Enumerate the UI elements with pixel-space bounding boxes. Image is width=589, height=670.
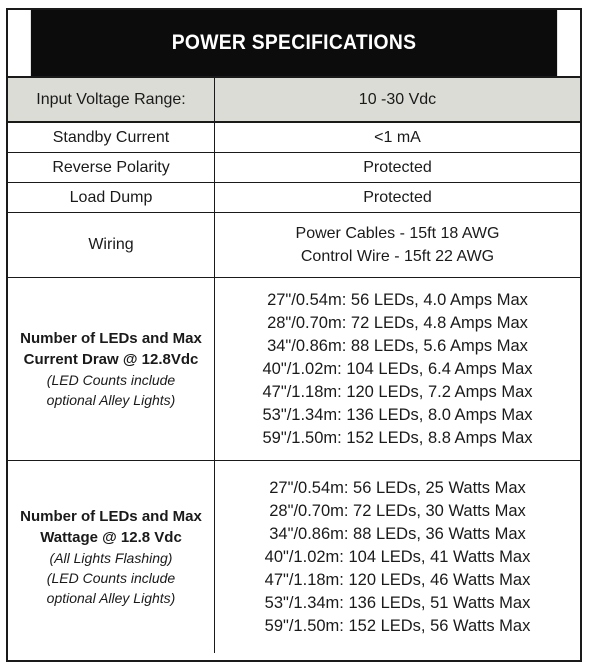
wattage-value-line: 59"/1.50m: 152 LEDs, 56 Watts Max: [264, 616, 531, 635]
table-row: [8, 122, 580, 153]
table-row: [8, 213, 580, 278]
current-value-line: 40"/1.02m: 104 LEDs, 6.4 Amps Max: [262, 359, 533, 378]
wattage-value-line: 28"/0.70m: 72 LEDs, 30 Watts Max: [269, 501, 526, 520]
spec-rows: [8, 76, 580, 653]
current-value-line: 27"/0.54m: 56 LEDs, 4.0 Amps Max: [267, 290, 528, 309]
current-draw-values: [215, 278, 581, 461]
current-value-line: 34"/0.86m: 88 LEDs, 5.6 Amps Max: [267, 336, 528, 355]
input-voltage-label: Input Voltage Range:: [8, 77, 215, 122]
wattage-label-note-line: (All Lights Flashing): [49, 550, 173, 566]
table-row: [8, 278, 580, 461]
wattage-value-line: 27"/0.54m: 56 LEDs, 25 Watts Max: [269, 478, 526, 497]
table-row: [8, 77, 580, 122]
wiring-line: Control Wire - 15ft 22 AWG: [300, 248, 495, 265]
load-dump-value: Protected: [215, 183, 581, 213]
current-draw-label: [8, 278, 215, 461]
table-row: [8, 183, 580, 213]
wattage-value-line: 34"/0.86m: 88 LEDs, 36 Watts Max: [269, 524, 526, 543]
standby-current-label: Standby Current: [8, 122, 215, 153]
power-specifications-table: [6, 8, 582, 662]
current-value-line: 47"/1.18m: 120 LEDs, 7.2 Amps Max: [262, 382, 533, 401]
wattage-label-bold-line: Number of LEDs and Max: [20, 508, 202, 525]
wattage-values: [215, 461, 581, 654]
wattage-value-line: 40"/1.02m: 104 LEDs, 41 Watts Max: [264, 547, 531, 566]
reverse-polarity-label: Reverse Polarity: [8, 153, 215, 183]
current-value-line: 53"/1.34m: 136 LEDs, 8.0 Amps Max: [262, 405, 533, 424]
load-dump-label: Load Dump: [8, 183, 215, 213]
wattage-value-line: 47"/1.18m: 120 LEDs, 46 Watts Max: [264, 570, 531, 589]
current-label-note-line: (LED Counts include: [46, 372, 176, 388]
table-row: [8, 461, 580, 654]
standby-current-value: <1 mA: [215, 122, 581, 153]
wattage-label-note-line: optional Alley Lights): [46, 590, 176, 606]
wattage-label: [8, 461, 215, 654]
current-value-line: 59"/1.50m: 152 LEDs, 8.8 Amps Max: [262, 428, 533, 447]
current-label-bold-line: Number of LEDs and Max: [20, 330, 202, 347]
wiring-label: Wiring: [8, 213, 215, 278]
input-voltage-value: 10 -30 Vdc: [215, 77, 581, 122]
wiring-value: [215, 213, 581, 278]
wattage-label-note-line: (LED Counts include: [46, 570, 176, 586]
reverse-polarity-value: Protected: [215, 153, 581, 183]
wattage-label-bold-line: Wattage @ 12.8 Vdc: [40, 529, 182, 546]
wiring-line: Power Cables - 15ft 18 AWG: [295, 225, 500, 242]
current-label-bold-line: Current Draw @ 12.8Vdc: [23, 351, 199, 368]
current-label-note-line: optional Alley Lights): [46, 392, 176, 408]
table-row: [8, 153, 580, 183]
table-title: POWER SPECIFICATIONS: [31, 10, 557, 76]
wattage-value-line: 53"/1.34m: 136 LEDs, 51 Watts Max: [264, 593, 531, 612]
current-value-line: 28"/0.70m: 72 LEDs, 4.8 Amps Max: [267, 313, 528, 332]
